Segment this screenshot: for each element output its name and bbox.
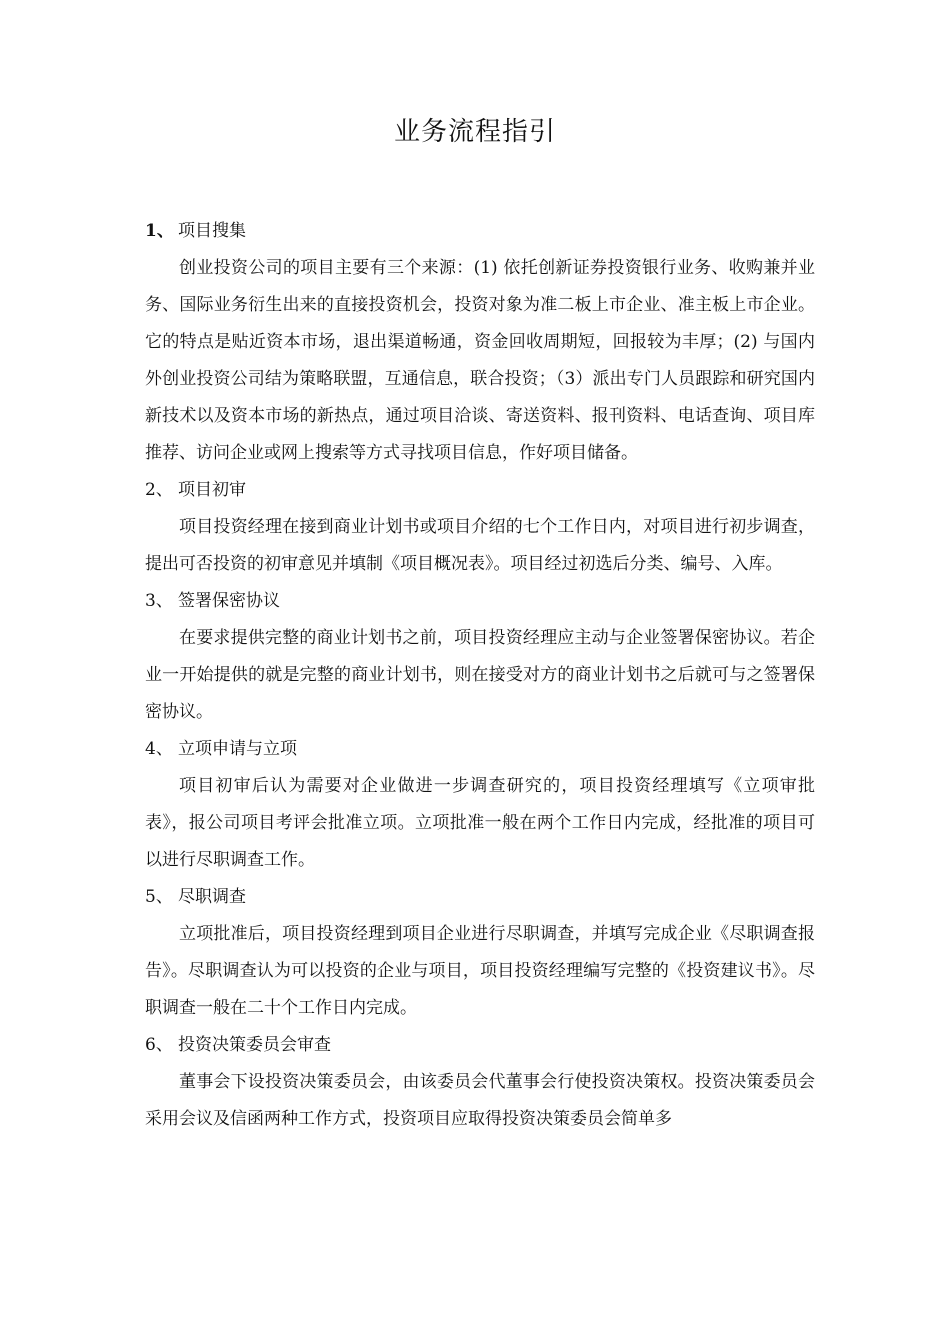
section-title: 项目初审: [178, 480, 246, 500]
section-title: 尽职调查: [178, 887, 246, 907]
section-heading-5: [145, 879, 815, 916]
section-number: 4、: [145, 739, 173, 759]
section-paragraph-4: 项目初审后认为需要对企业做进一步调查研究的，项目投资经理填写《立项审批表》，报公司项目考评会批准立项。立项批准一般在两个工作日内完成，经批准的项目可以进行尽职调查工作。: [145, 776, 815, 870]
section-paragraph-2: 项目投资经理在接到商业计划书或项目介绍的七个工作日内，对项目进行初步调查，提出可否投资的初审意见并填制《项目概况表》。项目经过初选后分类、编号、入库。: [145, 517, 815, 574]
section-heading-1: [145, 213, 815, 250]
section-paragraph-1: 创业投资公司的项目主要有三个来源：(1) 依托创新证券投资银行业务、收购兼并业务、国际业务衍生出来的直接投资机会，投资对象为准二板上市企业、准主板上市企业。它的特点是贴近资本市场，退出渠道畅通，资金回收周期短，回报较为丰厚；(2) 与国内外创业投资公司结为策略联盟，互通信息，联合投资；（3）派出专门人员跟踪和研究国内新技术以及资本市场的新热点，通过项目洽谈、寄送资料、报刊资料、电话查询、项目库推荐、访问企业或网上搜索等方式寻找项目信息，作好项目储备。: [145, 258, 815, 463]
document-title: 业务流程指引: [393, 117, 556, 147]
section-heading-4: [145, 731, 815, 768]
section-title: 立项申请与立项: [178, 739, 297, 759]
section-title: 投资决策委员会审查: [178, 1035, 331, 1055]
section-paragraph-5: 立项批准后，项目投资经理到项目企业进行尽职调查，并填写完成企业《尽职调查报告》。尽职调查认为可以投资的企业与项目，项目投资经理编写完整的《投资建议书》。尽职调查一般在二十个工作日内完成。: [145, 924, 815, 1018]
section-number: 1、: [145, 221, 174, 241]
section-heading-6: [145, 1027, 815, 1064]
section-number: 2、: [145, 480, 173, 500]
section-heading-2: [145, 472, 815, 509]
section-title: 签署保密协议: [178, 591, 280, 611]
section-heading-3: [145, 583, 815, 620]
section-paragraph-6: 董事会下设投资决策委员会，由该委员会代董事会行使投资决策权。投资决策委员会采用会议及信函两种工作方式，投资项目应取得投资决策委员会简单多: [145, 1072, 815, 1129]
document-body: [145, 213, 815, 1138]
section-paragraph-3: 在要求提供完整的商业计划书之前，项目投资经理应主动与企业签署保密协议。若企业一开始提供的就是完整的商业计划书，则在接受对方的商业计划书之后就可与之签署保密协议。: [145, 628, 815, 722]
section-number: 3、: [145, 591, 173, 611]
section-title: 项目搜集: [178, 221, 246, 241]
section-number: 5、: [145, 887, 173, 907]
section-number: 6、: [145, 1035, 173, 1055]
